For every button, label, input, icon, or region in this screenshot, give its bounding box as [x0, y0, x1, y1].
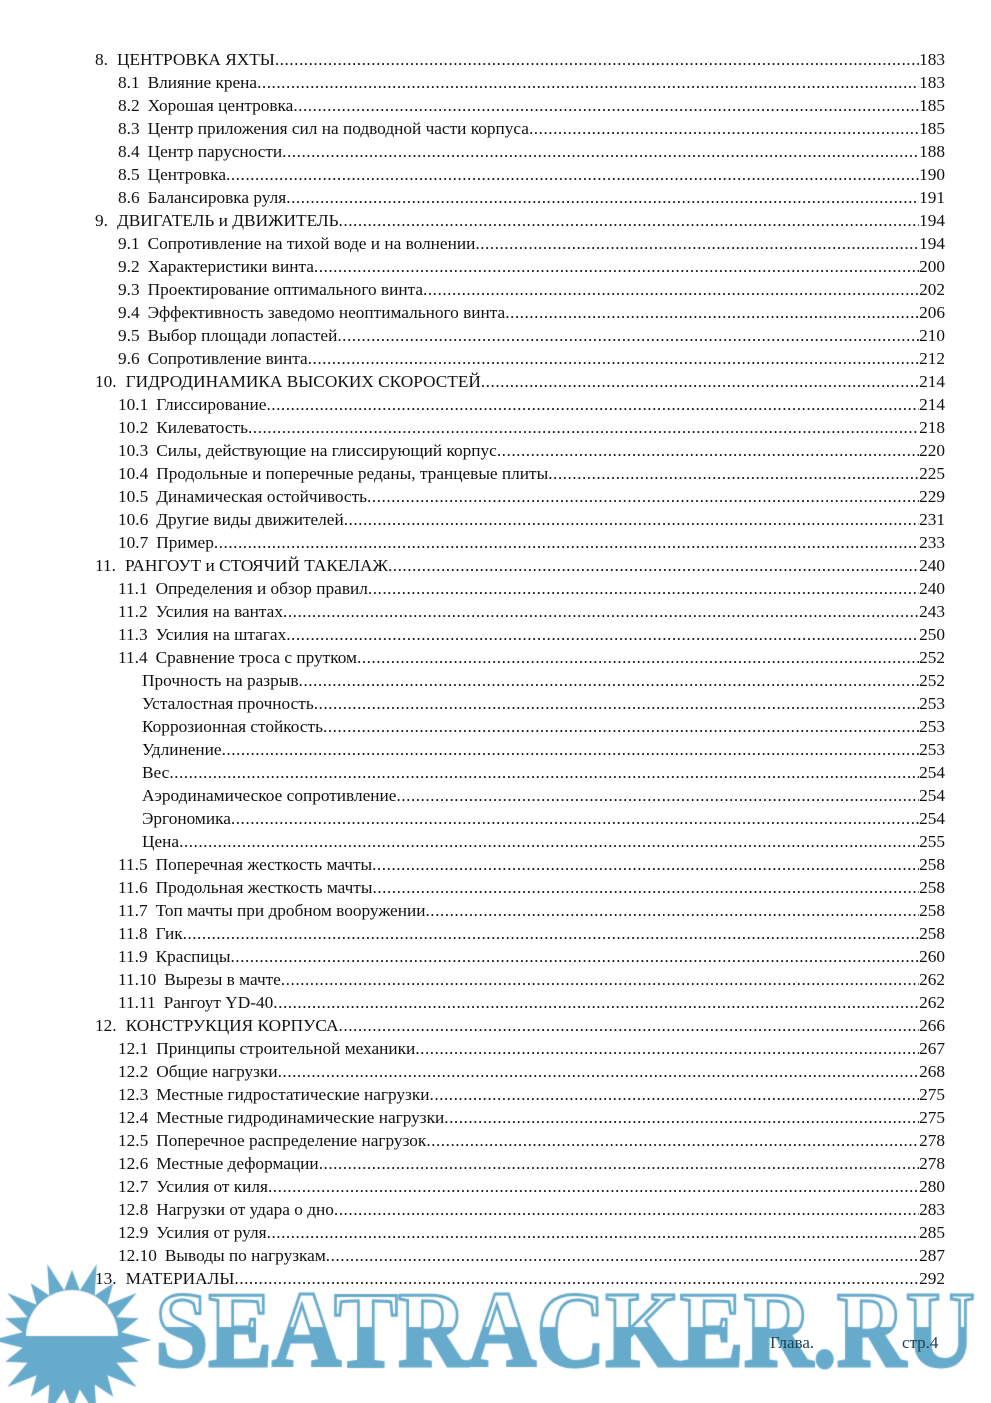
toc-entry-number: 12.4 — [118, 1108, 149, 1127]
toc-entry[interactable] — [142, 738, 945, 761]
toc-entry-page: 212 — [919, 349, 945, 368]
toc-entry-number: 10.4 — [118, 464, 149, 483]
toc-entry-title: Вес — [142, 763, 170, 782]
toc-entry-title: Поперечная жесткость мачты — [155, 855, 373, 874]
dot-leader — [248, 416, 919, 439]
toc-entry-page: 278 — [919, 1154, 945, 1173]
toc-entry-title: Нагрузки от удара о дно — [156, 1200, 334, 1219]
toc-entry[interactable] — [118, 1198, 945, 1221]
toc-entry[interactable] — [118, 899, 945, 922]
toc-entry-number: 10. — [95, 372, 117, 391]
toc-entry-number: 12. — [95, 1016, 117, 1035]
toc-entry-number: 9.5 — [118, 326, 140, 345]
toc-entry[interactable] — [118, 1083, 945, 1106]
toc-entry-page: 253 — [919, 717, 945, 736]
toc-entry[interactable] — [118, 140, 945, 163]
toc-entry-page: 214 — [919, 395, 945, 414]
toc-entry-page: 285 — [919, 1223, 945, 1242]
toc-entry-page: 183 — [919, 73, 945, 92]
toc-entry-title: Рангоут YD-40 — [163, 993, 274, 1012]
toc-entry[interactable] — [118, 278, 945, 301]
toc-entry-number: 10.2 — [118, 418, 149, 437]
toc-entry[interactable] — [118, 991, 945, 1014]
toc-entry[interactable] — [118, 922, 945, 945]
toc-entry[interactable] — [95, 209, 945, 232]
toc-entry[interactable] — [95, 370, 945, 393]
toc-entry-number: 11.6 — [118, 878, 148, 897]
toc-entry-number: 9.6 — [118, 349, 140, 368]
dot-leader — [339, 1014, 920, 1037]
toc-entry[interactable] — [118, 1221, 945, 1244]
toc-entry[interactable] — [118, 71, 945, 94]
toc-entry-number: 10.5 — [118, 487, 149, 506]
toc-entry-title: ЦЕНТРОВКА ЯХТЫ — [116, 50, 275, 69]
toc-entry-number: 12.7 — [118, 1177, 149, 1196]
toc-entry-page: 202 — [919, 280, 945, 299]
dot-leader — [372, 853, 919, 876]
toc-entry-number: 11.9 — [118, 947, 148, 966]
toc-entry[interactable] — [118, 347, 945, 370]
dot-leader — [505, 301, 919, 324]
toc-entry-title: Местные гидродинамические нагрузки — [156, 1108, 445, 1127]
toc-entry-number: 12.5 — [118, 1131, 149, 1150]
toc-entry-number: 12.6 — [118, 1154, 149, 1173]
toc-entry[interactable] — [118, 945, 945, 968]
dot-leader — [282, 140, 919, 163]
toc-entry-page: 253 — [919, 740, 945, 759]
toc-entry-title: Сопротивление на тихой воде и на волнении — [147, 234, 476, 253]
dot-leader — [396, 784, 919, 807]
toc-entry-page: 206 — [919, 303, 945, 322]
toc-entry-title: Удлинение — [142, 740, 222, 759]
dot-leader — [275, 48, 919, 71]
toc-entry-page: 243 — [919, 602, 945, 621]
toc-entry-title: Усталостная прочность — [142, 694, 314, 713]
toc-entry[interactable] — [118, 485, 945, 508]
dot-leader — [444, 1106, 919, 1129]
toc-entry-page: 191 — [919, 188, 945, 207]
dot-leader — [426, 1129, 919, 1152]
toc-entry[interactable] — [118, 301, 945, 324]
dot-leader — [388, 554, 919, 577]
toc-entry[interactable] — [118, 876, 945, 899]
dot-leader — [278, 1060, 919, 1083]
toc-entry-number: 13. — [95, 1269, 117, 1288]
toc-entry-title: МАТЕРИАЛЫ — [125, 1269, 235, 1288]
toc-entry-number: 9.3 — [118, 280, 140, 299]
toc-entry-title: Цена — [142, 832, 180, 851]
toc-entry-number: 8.6 — [118, 188, 140, 207]
toc-entry-page: 254 — [919, 786, 945, 805]
toc-entry-title: Выводы по нагрузкам — [164, 1246, 326, 1265]
toc-entry-page: 231 — [919, 510, 945, 529]
dot-leader — [299, 669, 920, 692]
toc-entry-number: 8.3 — [118, 119, 140, 138]
dot-leader — [314, 255, 919, 278]
dot-leader — [214, 531, 919, 554]
toc-entry-number: 11. — [95, 556, 116, 575]
toc-entry-number: 11.1 — [118, 579, 148, 598]
toc-entry[interactable] — [142, 715, 945, 738]
toc-entry[interactable] — [118, 531, 945, 554]
toc-entry-number: 12.10 — [118, 1246, 157, 1265]
toc-entry-title: Выбор площади лопастей — [147, 326, 338, 345]
toc-entry[interactable] — [118, 1129, 945, 1152]
toc-entry-title: Коррозионная стойкость — [142, 717, 323, 736]
toc-entry-number: 12.9 — [118, 1223, 149, 1242]
toc-entry-number: 8.4 — [118, 142, 140, 161]
toc-entry[interactable] — [118, 117, 945, 140]
toc-entry-number: 10.6 — [118, 510, 149, 529]
toc-entry-page: 262 — [919, 993, 945, 1012]
toc-entry-title: Сопротивление винта — [147, 349, 308, 368]
dot-leader — [286, 186, 919, 209]
toc-entry-page: 275 — [919, 1108, 945, 1127]
toc-entry-number: 12.2 — [118, 1062, 149, 1081]
toc-entry-title: Принципы строительной механики — [156, 1039, 416, 1058]
dot-leader — [169, 761, 919, 784]
dot-leader — [286, 623, 919, 646]
toc-entry-title: КОНСТРУКЦИЯ КОРПУСА — [125, 1016, 339, 1035]
toc-entry-number: 8.5 — [118, 165, 140, 184]
dot-leader — [529, 117, 919, 140]
toc-entry[interactable] — [95, 1267, 945, 1290]
toc-entry-title: Центровка — [147, 165, 227, 184]
dot-leader — [344, 508, 919, 531]
toc-entry[interactable] — [142, 830, 945, 853]
toc-entry-page: 188 — [919, 142, 945, 161]
dot-leader — [319, 1152, 919, 1175]
toc-entry-number: 9. — [95, 211, 108, 230]
toc-entry-title: Топ мачты при дробном вооружении — [155, 901, 426, 920]
toc-entry-page: 183 — [919, 50, 945, 69]
toc-entry-title: Килеватость — [156, 418, 248, 437]
toc-entry-page: 283 — [919, 1200, 945, 1219]
dot-leader — [337, 324, 919, 347]
toc-entry-title: Гик — [155, 924, 183, 943]
toc-entry[interactable] — [118, 1060, 945, 1083]
toc-entry[interactable] — [118, 1175, 945, 1198]
toc-entry[interactable] — [118, 324, 945, 347]
dot-leader — [425, 899, 919, 922]
toc-entry-number: 11.4 — [118, 648, 148, 667]
toc-entry-title: Пример — [156, 533, 214, 552]
toc-entry-page: 254 — [919, 809, 945, 828]
toc-entry-page: 240 — [919, 579, 945, 598]
toc-entry-title: Эргономика — [142, 809, 231, 828]
dot-leader — [234, 1267, 919, 1290]
toc-entry-page: 185 — [919, 119, 945, 138]
toc-entry-page: 260 — [919, 947, 945, 966]
toc-entry-title: Центр приложения сил на подводной части корпуса — [147, 119, 529, 138]
footer-page-number: стр.4 — [902, 1333, 939, 1352]
dot-leader — [222, 738, 920, 761]
toc-entry[interactable] — [118, 1106, 945, 1129]
toc-entry-title: ГИДРОДИНАМИКА ВЫСОКИХ СКОРОСТЕЙ — [125, 372, 481, 391]
toc-entry-number: 11.2 — [118, 602, 148, 621]
toc-entry-title: Центр парусности — [147, 142, 283, 161]
toc-entry-page: 258 — [919, 924, 945, 943]
toc-entry-title: Поперечное распределение нагрузок — [156, 1131, 427, 1150]
toc-entry-number: 11.5 — [118, 855, 148, 874]
dot-leader — [308, 347, 919, 370]
toc-entry-page: 278 — [919, 1131, 945, 1150]
toc-entry-number: 12.1 — [118, 1039, 149, 1058]
toc-entry-title: Аэродинамическое сопротивление — [142, 786, 397, 805]
toc-entry-page: 250 — [919, 625, 945, 644]
toc-entry-page: 268 — [919, 1062, 945, 1081]
toc-entry[interactable] — [118, 1037, 945, 1060]
toc-entry[interactable] — [118, 232, 945, 255]
toc-entry-page: 292 — [919, 1269, 945, 1288]
toc-entry-page: 252 — [919, 671, 945, 690]
toc-entry-number: 10.7 — [118, 533, 149, 552]
toc-entry-title: Усилия на штагах — [155, 625, 287, 644]
toc-entry-title: Характеристики винта — [147, 257, 314, 276]
dot-leader — [257, 71, 919, 94]
toc-entry[interactable] — [118, 94, 945, 117]
toc-entry-number: 11.11 — [118, 993, 156, 1012]
dot-leader — [267, 1221, 919, 1244]
toc-entry-page: 214 — [919, 372, 945, 391]
toc-entry-page: 225 — [919, 464, 945, 483]
toc-entry-title: Усилия от киля — [156, 1177, 268, 1196]
dot-leader — [281, 968, 919, 991]
toc-entry-title: Балансировка руля — [147, 188, 287, 207]
toc-entry-title: Продольные и поперечные реданы, транцевые плиты — [156, 464, 549, 483]
toc-entry[interactable] — [118, 577, 945, 600]
dot-leader — [273, 991, 919, 1014]
toc-entry-number: 11.7 — [118, 901, 148, 920]
toc-entry[interactable] — [118, 623, 945, 646]
dot-leader — [481, 370, 919, 393]
toc-entry-page: 240 — [919, 556, 945, 575]
toc-entry-page: 252 — [919, 648, 945, 667]
toc-entry-title: Глиссирование — [156, 395, 267, 414]
toc-entry-title: Динамическая остойчивость — [156, 487, 368, 506]
toc-entry[interactable] — [142, 669, 945, 692]
toc-entry-page: 233 — [919, 533, 945, 552]
toc-entry-title: Хорошая центровка — [147, 96, 294, 115]
toc-entry-title: Другие виды движителей — [156, 510, 344, 529]
toc-entry-page: 287 — [919, 1246, 945, 1265]
toc-entry[interactable] — [118, 968, 945, 991]
dot-leader — [230, 945, 919, 968]
toc-entry[interactable] — [118, 163, 945, 186]
dot-leader — [423, 278, 919, 301]
dot-leader — [179, 830, 919, 853]
dot-leader — [326, 1244, 919, 1267]
toc-entry[interactable] — [118, 1152, 945, 1175]
dot-leader — [415, 1037, 919, 1060]
toc-entry-title: Продольная жесткость мачты — [155, 878, 373, 897]
dot-leader — [372, 876, 919, 899]
toc-entry-page: 220 — [919, 441, 945, 460]
dot-leader — [293, 94, 919, 117]
dot-leader — [334, 1198, 919, 1221]
toc-entry-page: 258 — [919, 855, 945, 874]
toc-entry[interactable] — [118, 439, 945, 462]
toc-entry-title: Местные гидростатические нагрузки — [156, 1085, 430, 1104]
toc-entry-page: 254 — [919, 763, 945, 782]
dot-leader — [357, 646, 919, 669]
toc-entry[interactable] — [142, 692, 945, 715]
dot-leader — [497, 439, 919, 462]
dot-leader — [475, 232, 919, 255]
toc-entry[interactable] — [118, 600, 945, 623]
toc-entry-number: 8.2 — [118, 96, 140, 115]
toc-entry-number: 10.3 — [118, 441, 149, 460]
toc-entry[interactable] — [118, 393, 945, 416]
toc-entry-page: 267 — [919, 1039, 945, 1058]
toc-entry-title: РАНГОУТ и СТОЯЧИЙ ТАКЕЛАЖ — [124, 556, 388, 575]
toc-entry-title: Общие нагрузки — [156, 1062, 278, 1081]
toc-entry-page: 280 — [919, 1177, 945, 1196]
toc-entry-page: 218 — [919, 418, 945, 437]
toc-entry-number: 8. — [95, 50, 108, 69]
toc-entry-page: 266 — [919, 1016, 945, 1035]
toc-entry-title: Эффективность заведомо неоптимального винта — [147, 303, 506, 322]
dot-leader — [231, 807, 919, 830]
toc-entry-title: Проектирование оптимального винта — [147, 280, 424, 299]
dot-leader — [314, 692, 919, 715]
toc-entry[interactable] — [118, 255, 945, 278]
dot-leader — [323, 715, 919, 738]
dot-leader — [283, 600, 919, 623]
toc-entry-page: 253 — [919, 694, 945, 713]
toc-entry-number: 11.8 — [118, 924, 148, 943]
toc-entry[interactable] — [95, 1014, 945, 1037]
toc-entry[interactable] — [118, 646, 945, 669]
toc-entry[interactable] — [118, 508, 945, 531]
toc-entry[interactable] — [142, 761, 945, 784]
toc-entry[interactable] — [142, 784, 945, 807]
toc-entry-title: Усилия на вантах — [155, 602, 283, 621]
dot-leader — [339, 209, 920, 232]
dot-leader — [226, 163, 919, 186]
toc-entry-page: 185 — [919, 96, 945, 115]
toc-entry-number: 12.8 — [118, 1200, 149, 1219]
toc-entry[interactable] — [95, 48, 945, 71]
dot-leader — [268, 1175, 919, 1198]
toc-entry-page: 194 — [919, 234, 945, 253]
toc-entry-title: Местные деформации — [156, 1154, 319, 1173]
toc-entry-number: 9.2 — [118, 257, 140, 276]
toc-entry[interactable] — [118, 462, 945, 485]
toc-entry-page: 190 — [919, 165, 945, 184]
toc-entry-number: 9.1 — [118, 234, 140, 253]
toc-entry[interactable] — [142, 807, 945, 830]
dot-leader — [266, 393, 919, 416]
dot-leader — [430, 1083, 920, 1106]
toc-entry-page: 255 — [919, 832, 945, 851]
toc-entry[interactable] — [95, 554, 945, 577]
toc-entry-number: 9.4 — [118, 303, 140, 322]
toc-entry-number: 12.3 — [118, 1085, 149, 1104]
dot-leader — [368, 577, 919, 600]
toc-entry-number: 10.1 — [118, 395, 149, 414]
toc-entry-title: Сравнение троса с прутком — [155, 648, 357, 667]
toc-entry-number: 8.1 — [118, 73, 140, 92]
toc-entry-page: 194 — [919, 211, 945, 230]
toc-entry-title: Определения и обзор правил — [155, 579, 368, 598]
toc-entry-title: Силы, действующие на глиссирующий корпус — [156, 441, 497, 460]
toc-entry-title: Прочность на разрыв — [142, 671, 299, 690]
toc-entry-page: 275 — [919, 1085, 945, 1104]
dot-leader — [367, 485, 919, 508]
toc-entry[interactable] — [118, 186, 945, 209]
toc-entry-title: ДВИГАТЕЛЬ и ДВИЖИТЕЛЬ — [116, 211, 339, 230]
footer-chapter: Глава. — [770, 1333, 815, 1352]
toc-entry-page: 200 — [919, 257, 945, 276]
toc-entry-page: 210 — [919, 326, 945, 345]
toc-entry-page: 262 — [919, 970, 945, 989]
toc-entry-title: Влияние крена — [147, 73, 258, 92]
toc-entry-title: Усилия от руля — [156, 1223, 267, 1242]
toc-entry[interactable] — [118, 1244, 945, 1267]
toc-entry-number: 11.3 — [118, 625, 148, 644]
dot-leader — [548, 462, 919, 485]
toc-entry-title: Вырезы в мачте — [164, 970, 281, 989]
toc-entry-page: 229 — [919, 487, 945, 506]
toc-entry-page: 258 — [919, 878, 945, 897]
toc-entry-title: Краспицы — [155, 947, 231, 966]
toc-entry-number: 11.10 — [118, 970, 157, 989]
toc-entry-page: 258 — [919, 901, 945, 920]
dot-leader — [183, 922, 919, 945]
toc-entry[interactable] — [118, 853, 945, 876]
toc-entry[interactable] — [118, 416, 945, 439]
